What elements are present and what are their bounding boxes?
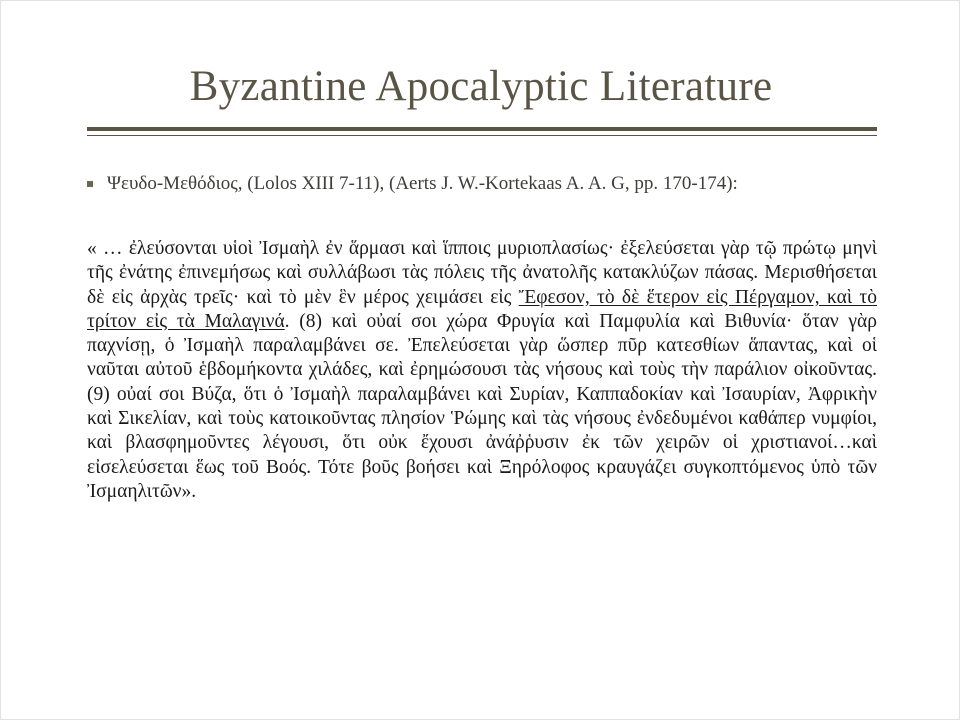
quote-part-1: « … ἐλεύσονται υἱοὶ Ἰσμαὴλ ἐν ἅρμασι καὶ ἵπποις μυριοπλασίως· ἐξελεύσεται γὰρ τῷ πρώτῳ μηνὶ τῆς ἐνάτης ἐπινεμήσως καὶ συλλάβωσι τὰς πόλεις τῆς ἀνατολῆς κατακλύζων πάσας. Μερισθήσεται δὲ εἰς ἀρχὰς τρεῖς· καὶ τὸ μὲν ἓν μέρος χειμάσει εἰς bbox=[87, 238, 877, 308]
quote-underlined-phrase: Ἔφεσον, τὸ δὲ ἕτερον εἰς Πέργαμον, καὶ τὸ τρίτον εἰς τὰ Μαλαγινά bbox=[87, 286, 877, 332]
greek-quotation bbox=[87, 237, 877, 504]
slide-title: Byzantine Apocalyptic Literature bbox=[189, 63, 773, 110]
title-rule-thick bbox=[87, 127, 877, 131]
bullet-text: Ψευδο-Μεθόδιος, (Lolos XIII 7-11), (Aerts J. W.-Kortekaas A. A. G, pp. 170-174): bbox=[107, 173, 738, 194]
quote-part-2: . (8) καὶ οὐαί σοι χώρα Φρυγία καὶ Παμφυλία καὶ Βιθυνία· ὅταν γὰρ παχνίσῃ, ὁ Ἰσμαὴλ παραλαμβάνει σε. Ἐπελεύσεται γὰρ ὥσπερ πῦρ κατεσθίων ἅπαντας, καὶ οἱ ναῦται αὐτοῦ ἑβδομήκοντα χιλάδες, καὶ ἐρημώσουσι τὰς νήσους καὶ τοὺς τὴν παράλιον οἰκοῦντας. (9) οὐαί σοι Βύζα, ὅτι ὁ Ἰσμαὴλ παραλαμβάνει καὶ Συρίαν, Καππαδοκίαν καὶ Ἰσαυρίαν, Ἀφρικὴν καὶ Σικελίαν, καὶ τοὺς κατοικοῦντας πλησίον Ῥώμης καὶ τὰς νήσους ἐνδεδυμένοι καθάπερ νυμφίοι, καὶ βλασφημοῦντες λέγουσι, ὅτι οὐκ ἔχουσι ἀνάῤῥυσιν ἐκ τῶν χειρῶν οἱ χριστιανοί…καὶ εἰσελεύσεται ἕως τοῦ Βοός. Τότε βοῦς βοήσει καὶ Ξηρόλοφος κραυγάζει συγκοπτόμενος ὑπὸ τῶν Ἰσμαηλιτῶν». bbox=[87, 310, 877, 502]
bullet-item bbox=[87, 173, 877, 195]
title-rule-thin bbox=[87, 135, 877, 136]
square-bullet-icon bbox=[87, 181, 93, 187]
